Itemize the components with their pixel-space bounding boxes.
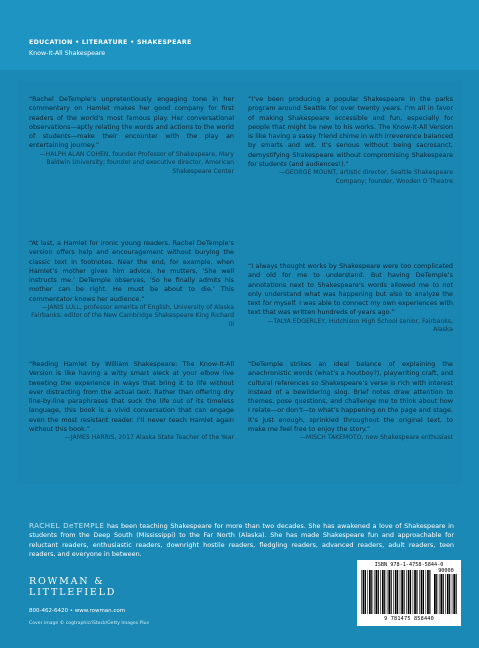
barcode-bar xyxy=(376,570,378,614)
series-name: Know-It-All Shakespeare xyxy=(29,50,106,57)
barcode-bar xyxy=(456,574,457,614)
ean-barcode-bars xyxy=(361,570,431,614)
barcode-bar xyxy=(361,570,362,614)
quote-text: “At last, a Hamlet for ironic young readers. Rachel DeTemple’s version offers help and encouragement without burying the classic text in footnotes. Near the end, for example, when Hamlet’s mother gives him advice, he mutters, ‘She well instructs me.’ DeTemple observes, ‘So he finally admits his mother can be right. He must be about to die.’ This commentator knows her audience.” xyxy=(29,239,234,303)
barcode-bar xyxy=(382,570,384,614)
barcode-bar xyxy=(443,574,444,614)
barcode-bar xyxy=(434,574,436,614)
addon-barcode-bars xyxy=(434,574,458,614)
barcode-bar xyxy=(453,574,455,614)
barcode-bar xyxy=(439,574,440,614)
publisher-name-line2: LITTLEFIELD xyxy=(29,587,117,598)
quote-2 xyxy=(29,239,234,329)
quote-1 xyxy=(29,95,234,176)
price-addon-label: 90000 xyxy=(438,568,454,574)
quote-text: “I always thought works by Shakespeare were too complicated and old for me to understand. But having DeTemple’s annotations next to Shakespeare’s words allowed me to not only understand what was happening but also to analyze the text for myself. I was able to connect my own experiences with text that was written hundreds of years ago.” xyxy=(248,262,453,317)
header-band xyxy=(0,0,479,70)
barcode-bar xyxy=(421,570,423,614)
barcode-bar xyxy=(363,570,365,614)
barcode-bar xyxy=(380,570,381,614)
barcode-digits: 9 781475 858440 xyxy=(384,616,434,622)
author-name: RACHEL DeTEMPLE xyxy=(29,521,105,530)
barcode-bar xyxy=(447,574,449,614)
barcode-bar xyxy=(452,574,453,614)
barcode-bar xyxy=(449,574,450,614)
barcode-bar xyxy=(393,570,394,614)
quote-attribution: —JANIS LULL, professor emerita of English, University of Alaska Fairbanks; editor of the New Cambridge Shakespeare King Richard III xyxy=(31,304,234,328)
barcode-bar xyxy=(410,570,411,614)
barcode-bar xyxy=(423,570,424,614)
category-line: EDUCATION • LITERATURE • SHAKESPEARE xyxy=(29,39,192,46)
barcode-bar xyxy=(416,570,417,614)
quote-attribution: —JAMES HARRIS, 2017 Alaska State Teacher of the Year xyxy=(64,434,234,442)
barcode-bar xyxy=(374,570,375,614)
author-bio xyxy=(29,521,454,560)
quote-attribution: —MISCH TAKEMOTO, new Shakespeare enthusiast xyxy=(299,434,453,442)
publisher-name-line1: ROWMAN & xyxy=(29,576,105,587)
quote-attribution: —TALYA EDGERLEY, Hutchison High School senior, Fairbanks, Alaska xyxy=(267,317,453,334)
barcode-bar xyxy=(440,574,442,614)
barcode-bar xyxy=(413,570,414,614)
publisher-contact: 800-462-6420 • www.rowman.com xyxy=(29,608,126,614)
barcode-bar xyxy=(371,570,372,614)
quote-text: “Reading Hamlet by William Shakespeare: The Know-It-All Version is like having a witty smart aleck at your elbow live tweeting the experience in ways that bring it to life without ever distracting from the actual text. Rather than offering dry line-by-line paraphrases that suck the life out of its timeless language, this book is a vivid conversation that can engage even the most resistant reader. I’ll never teach Hamlet again without this book.” xyxy=(29,360,234,434)
barcode-bar xyxy=(384,570,385,614)
quote-text: “I’ve been producing a popular Shakespeare in the parks program around Seattle for over twenty years. I’m all in favor of making Shakespeare accessible and fun, especially for people that might be new to his works. The Know-It-All Version is like having a sassy friend chime in with irreverence balanced by smarts and wit. It’s serious without being sacrosanct, demystifying Shakespeare without compromising Shakespeare for students (and audiences!).” xyxy=(248,95,453,169)
barcode-bar xyxy=(391,570,392,614)
quote-text: “DeTemple strikes an ideal balance of explaining the anachronistic words (what’s a houtboy?), playwriting craft, and cultural references so Shakespeare’s verse is rich with interest instead of a bewildering slog. Brief notes draw attention to themes, pose questions, and challenge me to think about how I relate—or don’t—to what’s happening on the page and stage. It’s just enough, sprinkled throughout the original text, to make me feel free to enjoy the story.” xyxy=(248,360,453,434)
barcode-bar xyxy=(400,570,401,614)
barcode-bar xyxy=(445,574,446,614)
quote-3 xyxy=(29,360,234,443)
barcode-bar xyxy=(367,570,368,614)
barcode-bar xyxy=(401,570,403,614)
publisher-logo xyxy=(29,576,116,598)
barcode-bar xyxy=(429,570,430,614)
quote-attribution: —HALPH ALAN COHEN, founder Professor of Shakespeare, Mary Baldwin University; founder and executive director, American Shakespeare Center xyxy=(39,150,234,175)
barcode-bar xyxy=(427,570,429,614)
barcode-bar xyxy=(408,570,410,614)
barcode-bar xyxy=(369,570,371,614)
quote-attribution: —GEORGE MOUNT, artistic director, Seattle Shakespeare Company; founder, Wooden O Theatre xyxy=(279,169,453,185)
quote-text: “Rachel DeTemple’s unpretentiously engaging tone in her commentary on Hamlet makes her good company for first readers of the world’s most famous play. Her conversational observations—aptly relating the words and actions to the world of students—make their encounter with the play an entertaining journey.” xyxy=(29,95,234,150)
author-bio-text: has been teaching Shakespeare for more than two decades. She has awakened a love of Shakespeare in students from the Deep South (Mississippi) to the Far North (Alaska). She has made Shakespeare fun and approachable for reluctant readers, enthusiastic readers, downright hostile readers, fledgling readers, advanced readers, adult readers, teen readers, and everyone in between. xyxy=(29,522,454,559)
quote-5 xyxy=(248,262,453,335)
barcode-bar xyxy=(414,570,416,614)
cover-image-credit: Cover image © cogtraphic/iStock/Getty Images Plus xyxy=(29,621,149,626)
barcode-bar xyxy=(426,570,427,614)
barcode xyxy=(357,560,461,626)
barcode-bar xyxy=(419,570,420,614)
barcode-bar xyxy=(406,570,407,614)
barcode-bar xyxy=(395,570,397,614)
quote-6 xyxy=(248,360,453,443)
barcode-bar xyxy=(397,570,398,614)
isbn-label: ISBN 978-1-4758-5844-0 xyxy=(374,562,444,568)
barcode-bar xyxy=(436,574,437,614)
barcode-bar xyxy=(404,570,405,614)
barcode-bar xyxy=(388,570,390,614)
barcode-bar xyxy=(387,570,388,614)
quote-4 xyxy=(248,95,453,186)
barcode-bar xyxy=(365,570,366,614)
barcode-bar xyxy=(378,570,379,614)
